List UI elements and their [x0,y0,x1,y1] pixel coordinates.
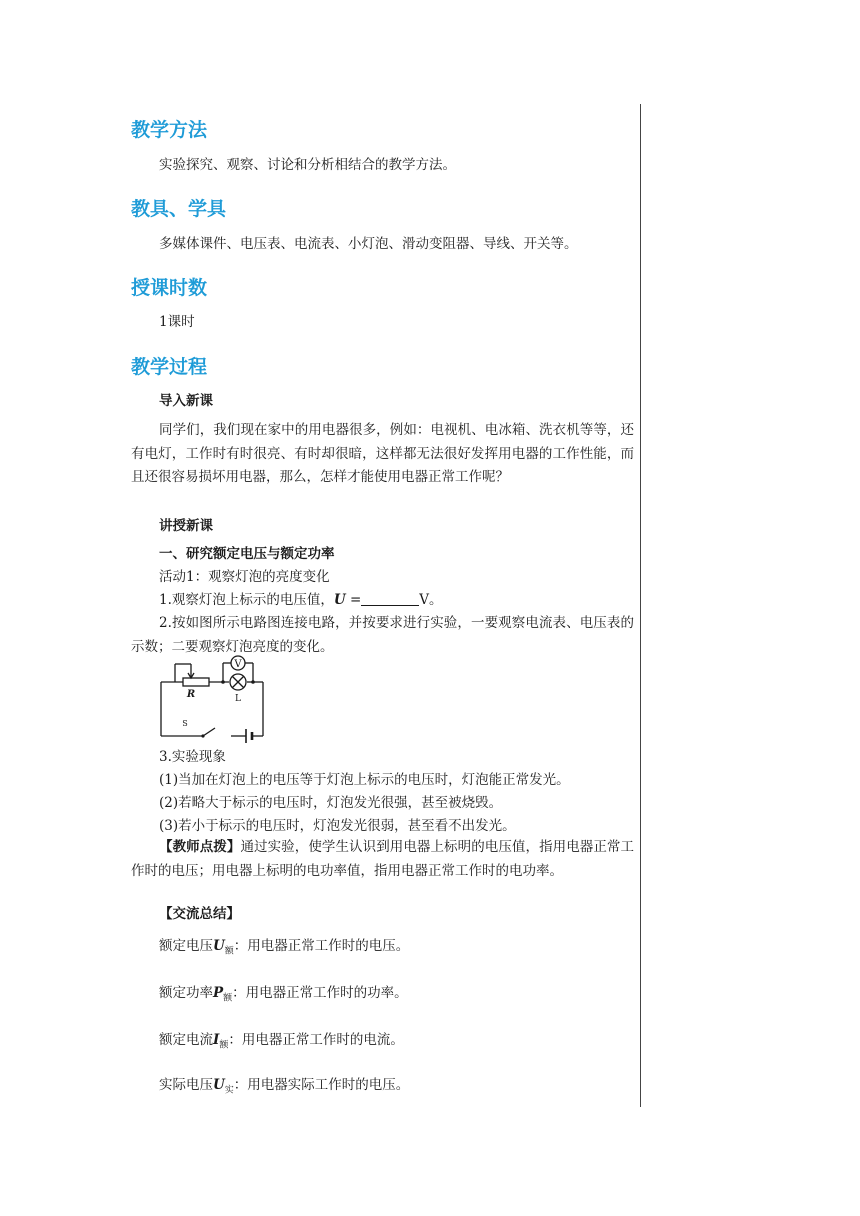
step1-prefix: 1.观察灯泡上标示的电压值， [159,592,334,608]
observation-1: (1)当加在灯泡上的电压等于灯泡上标示的电压时，灯泡能正常发光。 [159,772,570,788]
voltage-symbol: U [333,592,346,608]
heading-tools: 教具、学具 [131,198,227,220]
definition-actual-voltage [131,1074,662,1103]
voltmeter-label: V [234,659,242,670]
observation-3: (3)若小于标示的电压时，灯泡发光很弱，甚至看不出发光。 [159,818,516,834]
intro-label: 导入新课 [159,393,213,409]
step2: 2.按如图所示电路图连接电路，并按要求进行实验，一要观察电流表、电压表的示数；二要观察灯泡亮度的变化。 [131,615,634,655]
switch-label: S [182,719,188,728]
step1 [131,589,662,613]
methods-text: 实验探究、观察、讨论和分析相结合的教学方法。 [159,157,456,173]
part1-title: 一、研究额定电压与额定功率 [159,546,335,562]
observation-2: (2)若略大于标示的电压时，灯泡发光很强，甚至被烧毁。 [159,795,503,811]
heading-methods: 教学方法 [131,119,208,141]
definition-subscript: 额 [224,946,234,957]
rheostat-label: R [186,689,196,700]
summary-label: 【交流总结】 [159,906,240,922]
step3: 3.实验现象 [159,749,226,765]
definition-subscript: 额 [219,1040,229,1051]
teacher-text: 通过实验，使学生认识到用电器上标明的电压值，指用电器正常工作时的电压；用电器上标明的电功率值，指用电器正常工作时的电功率。 [131,839,635,879]
definition-text: ：用电器正常工作时的电流。 [228,1032,404,1048]
teacher-note [131,836,634,883]
hours-text: 1课时 [159,314,195,330]
definition-rated-voltage [131,935,662,964]
definition-text: ：用电器实际工作时的电压。 [233,1077,410,1093]
definition-term: 额定电压 [159,938,213,954]
definition-rated-current [131,1029,662,1058]
definition-rated-power [131,982,662,1011]
definition-symbol: P [213,985,224,1001]
definition-subscript: 实 [224,1085,234,1096]
teacher-label: 【教师点拨】 [159,839,241,855]
definition-subscript: 额 [223,993,233,1004]
definition-term: 额定电流 [159,1032,213,1048]
heading-process: 教学过程 [131,356,208,378]
intro-text: 同学们，我们现在家中的用电器很多，例如：电视机、电冰箱、洗衣机等等，还有电灯，工作时有时很亮、有时却很暗，这样都无法很好发挥用电器的工作性能，而且还很容易损坏用电器，那么，怎样才能使用电器正常工作呢？ [131,422,634,485]
circuit-diagram [155,652,270,747]
activity1: 活动1：观察灯泡的亮度变化 [159,569,330,585]
heading-hours: 授课时数 [131,277,208,299]
step1-unit: V。 [419,592,443,608]
definition-symbol: I [213,1032,220,1048]
lamp-label: L [235,694,241,704]
new-lesson-label: 讲授新课 [159,518,213,534]
definition-text: ：用电器正常工作时的功率。 [232,985,408,1001]
answer-blank [361,591,419,606]
definition-term: 实际电压 [159,1077,213,1093]
definition-symbol: U [213,1077,225,1093]
tools-text: 多媒体课件、电压表、电流表、小灯泡、滑动变阻器、导线、开关等。 [159,236,578,252]
definition-symbol: U [213,938,225,954]
definition-term: 额定功率 [159,985,213,1001]
definition-text: ：用电器正常工作时的电压。 [233,938,410,954]
step1-eq: = [345,592,362,608]
